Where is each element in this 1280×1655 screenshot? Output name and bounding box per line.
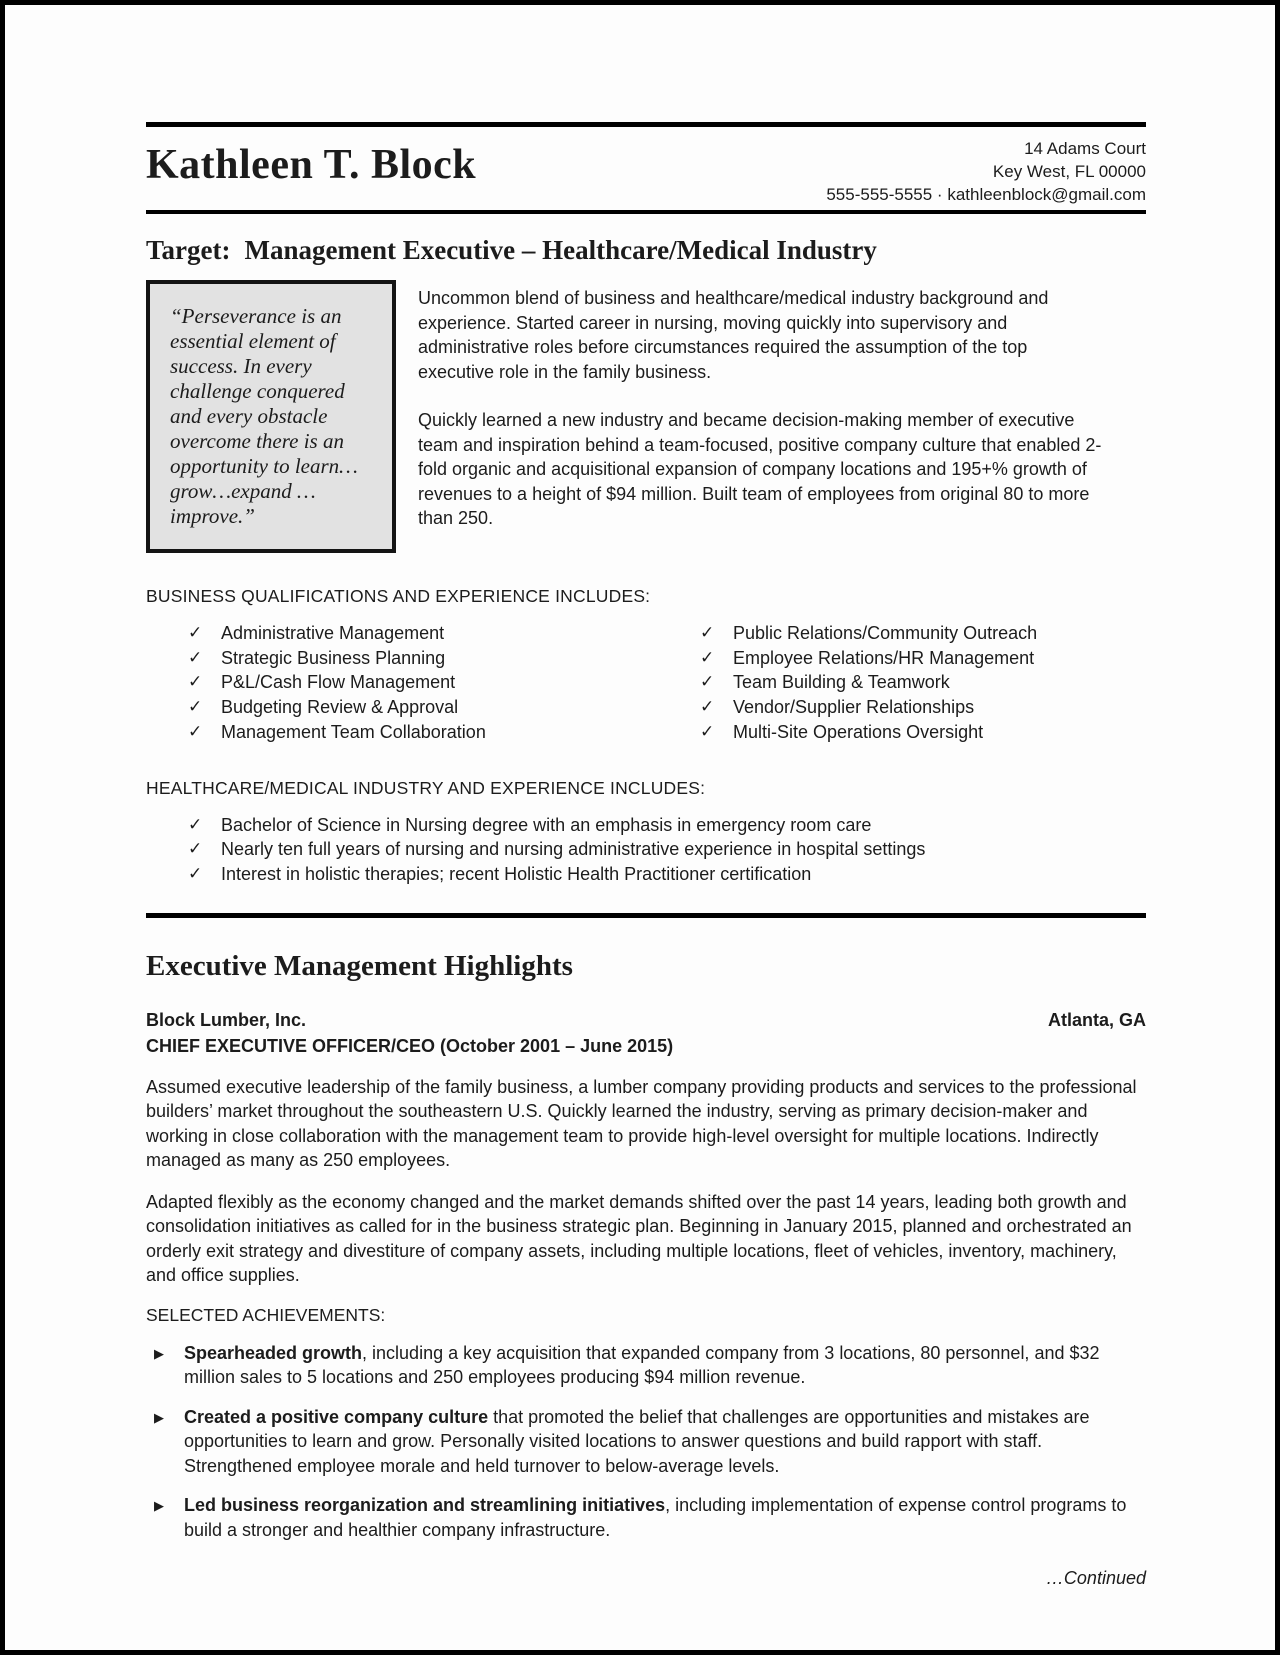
triangle-bullet-icon: ▶	[154, 1409, 164, 1425]
check-icon: ✓	[188, 672, 203, 692]
list-item	[146, 621, 658, 646]
list-item-label: Strategic Business Planning	[221, 647, 446, 668]
list-item-label: Interest in holistic therapies; recent Holistic Health Practitioner certification	[221, 863, 812, 884]
list-item	[658, 646, 1146, 671]
company-name: Block Lumber, Inc.	[146, 1009, 307, 1030]
list-item	[658, 720, 1146, 745]
achievement-rest: that promoted the belief that challenges are opportunities and mistakes are opportunities to learn and grow. Personally visited locations to answer questions and build rapport with staff. Strengthened employee morale and held turnover to below-average levels.	[184, 1406, 1090, 1476]
check-icon: ✓	[188, 721, 203, 741]
achievements-label: SELECTED ACHIEVEMENTS:	[146, 1304, 386, 1325]
list-item-label: Bachelor of Science in Nursing degree with an emphasis in emergency room care	[221, 814, 872, 835]
list-item-label: Multi-Site Operations Oversight	[733, 721, 984, 742]
achievement-lead: Created a positive company culture	[184, 1406, 489, 1427]
section-heading-healthcare: HEALTHCARE/MEDICAL INDUSTRY AND EXPERIENCE INCLUDES:	[146, 777, 706, 798]
list-item-label: Vendor/Supplier Relationships	[733, 697, 975, 718]
list-item	[146, 813, 1146, 838]
contact-address-line2: Key West, FL 00000	[992, 162, 1146, 181]
list-item-label: Employee Relations/HR Management	[733, 647, 1035, 668]
list-item	[658, 670, 1146, 695]
contact-address-line1: 14 Adams Court	[1024, 139, 1146, 158]
list-item	[146, 837, 1146, 862]
achievement-rest: , including implementation of expense control programs to build a stronger and healthier company infrastructure.	[184, 1495, 1127, 1540]
list-item-label: Nearly ten full years of nursing and nursing administrative experience in hospital settings	[221, 839, 926, 860]
summary-paragraph-2: Quickly learned a new industry and became decision-making member of executive team and inspiration behind a team-focused, positive company culture that enabled 2-fold organic and acquisitional expansion of company locations and 195+% growth of revenues to a height of $94 million. Built team of employees from original 80 to more than 250.	[418, 410, 1102, 528]
target-heading	[146, 234, 1146, 266]
job-title-line: CHIEF EXECUTIVE OFFICER/CEO (October 2001 – June 2015)	[146, 1035, 674, 1056]
triangle-bullet-icon: ▶	[154, 1498, 164, 1514]
company-row	[146, 1008, 1146, 1032]
check-icon: ✓	[188, 814, 203, 834]
list-item	[146, 670, 658, 695]
target-label: Target:	[146, 235, 231, 265]
list-item	[146, 862, 1146, 887]
check-icon: ✓	[188, 839, 203, 859]
highlights-paragraph-2: Adapted flexibly as the economy changed and the market demands shifted over the past 14 years, leading both growth and consolidation initiatives as called for in the business strategic plan. Beginning in January 2015, planned and orchestrated an orderly exit strategy and divestiture of company assets, including multiple locations, fleet of vehicles, inventory, machinery, and office supplies.	[146, 1191, 1132, 1286]
list-item	[658, 621, 1146, 646]
company-location: Atlanta, GA	[1047, 1009, 1146, 1030]
list-item-label: P&L/Cash Flow Management	[221, 672, 456, 693]
check-icon: ✓	[700, 697, 715, 717]
summary-paragraph-1: Uncommon blend of business and healthcare/medical industry background and experience. Started career in nursing, moving quickly into supervisory and administrative roles before circumstances required the assumption of the top executive role in the family business.	[418, 288, 1049, 382]
healthcare-checklist	[146, 813, 1146, 887]
quote-box: “Perseverance is an essential element of success. In every challenge conquered and every obstacle overcome there is an opportunity to learn…grow…expand …improve.”	[146, 280, 396, 553]
check-icon: ✓	[700, 647, 715, 667]
contact-phone-email: 555-555-5555 · kathleenblock@gmail.com	[826, 185, 1146, 204]
target-value: Management Executive – Healthcare/Medical Industry	[244, 235, 877, 265]
check-icon: ✓	[700, 672, 715, 692]
check-icon: ✓	[188, 647, 203, 667]
check-icon: ✓	[700, 623, 715, 642]
section-divider-rule	[146, 913, 1146, 918]
list-item	[146, 720, 658, 745]
candidate-name: Kathleen T. Block	[146, 142, 477, 188]
contact-block	[826, 135, 1146, 206]
check-icon: ✓	[188, 697, 203, 717]
summary-column	[418, 280, 1108, 531]
achievement-lead: Spearheaded growth	[184, 1342, 363, 1363]
list-item-label: Budgeting Review & Approval	[221, 697, 459, 718]
highlights-paragraph-1: Assumed executive leadership of the family business, a lumber company providing products and services to the professional builders’ market throughout the southeastern U.S. Quickly learned the industry, serving as primary decision-maker and working in close collaboration with the management team to provide high-level oversight for multiple locations. Indirectly managed as many as 250 employees.	[146, 1076, 1137, 1171]
list-item-label: Management Team Collaboration	[221, 721, 486, 742]
resume-content	[146, 122, 1146, 1589]
list-item-label: Administrative Management	[221, 623, 445, 643]
check-icon: ✓	[188, 863, 203, 883]
check-icon: ✓	[188, 623, 203, 642]
check-icon: ✓	[700, 721, 715, 741]
achievement-item	[146, 1341, 1146, 1390]
list-item	[146, 695, 658, 720]
list-item-label: Public Relations/Community Outreach	[733, 623, 1038, 643]
intro-row	[146, 280, 1146, 553]
list-item	[658, 695, 1146, 720]
achievement-text	[184, 1341, 1146, 1390]
highlights-heading: Executive Management Highlights	[146, 949, 573, 982]
achievement-rest: , including a key acquisition that expanded company from 3 locations, 80 personnel, and $32 million sales to 5 locations and 250 employees producing $94 million revenue.	[184, 1342, 1100, 1388]
achievement-item	[146, 1493, 1146, 1542]
triangle-bullet-icon: ▶	[154, 1345, 164, 1361]
business-checklist-left	[146, 621, 658, 745]
achievement-lead: Led business reorganization and streamlining initiatives	[184, 1495, 666, 1516]
business-checklist-right	[658, 621, 1146, 745]
section-heading-business: BUSINESS QUALIFICATIONS AND EXPERIENCE INCLUDES:	[146, 586, 651, 606]
achievement-item	[146, 1405, 1146, 1479]
business-checklist	[146, 621, 1146, 745]
achievement-text	[184, 1493, 1146, 1542]
list-item	[146, 646, 658, 671]
masthead	[146, 122, 1146, 214]
list-item-label: Team Building & Teamwork	[733, 672, 950, 693]
achievement-text	[184, 1405, 1146, 1479]
continued-note: …Continued	[1045, 1568, 1146, 1589]
